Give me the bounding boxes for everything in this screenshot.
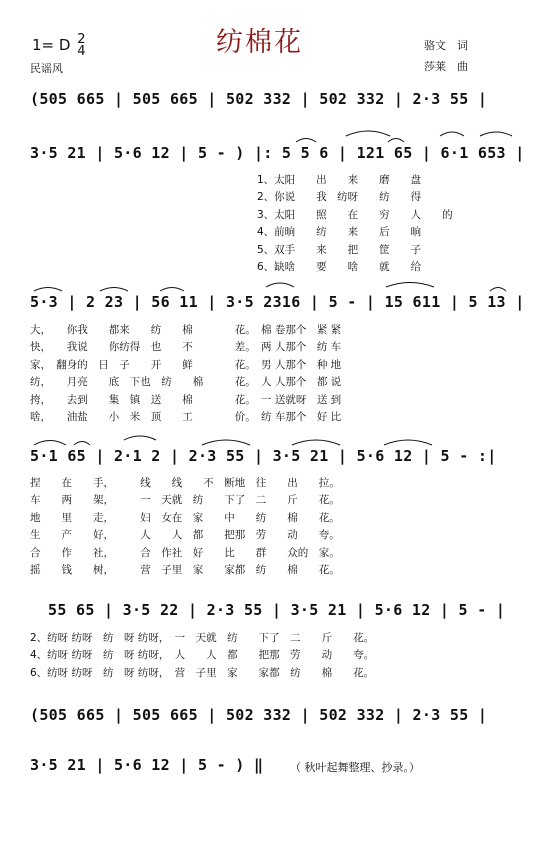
slur (34, 441, 66, 446)
song-title: 纺棉花 (216, 27, 303, 58)
slur (100, 288, 128, 292)
verse-line: 车 两 架， 一 天就 纺 下了 二 斤 花。 (30, 494, 340, 507)
score-row-5: 55 65 | 3·5 22 | 2·3 55 | 3·5 21 | 5·6 12 | 5 - | (48, 601, 506, 619)
verse-line: 6、纺呀 纺呀 纺 呀 纺呀， 营 子里 家 家都 纺 棉 花。 (30, 666, 375, 679)
lyricist-credit: 骆文 词 (424, 39, 468, 52)
verse-line: 啥， 油盐 小 米 顶 工 价。 纺 车那个 好 比 (30, 410, 342, 423)
score-row-1: (505 665 | 505 665 | 502 332 | 502 332 | 2·3 55 | (30, 90, 488, 108)
slur (160, 288, 184, 292)
slur (480, 132, 512, 136)
score-row-7: 3·5 21 | 5·6 12 | 5 - ) ‖ (30, 756, 264, 774)
slur (440, 132, 464, 136)
verse-line: 家， 翻身的 日 子 开 鲜 花。 男 人那个 种 地 (30, 358, 342, 371)
slur (388, 139, 404, 143)
slur (34, 288, 62, 292)
score-row-3: 5·3 | 2 23 | 56 11 | 3·5 2316 | 5 - | 15 611 | 5 13 | (30, 293, 525, 311)
slur (202, 440, 250, 445)
verse-line: 3、太阳 照 在 穷 人 的 (257, 208, 453, 221)
slur (384, 440, 432, 445)
transcriber-note: （ 秋叶起舞整理、抄录。） (290, 761, 420, 774)
verse-line: 纺， 月亮 底 下也 纺 棉 花。 人 人那个 都 说 (30, 376, 342, 389)
verse-line: 大， 你我 都来 纺 棉 花。 棉 卷那个 紧 紧 (30, 324, 342, 336)
slur (74, 442, 90, 446)
time-signature-bottom: 4 (77, 44, 86, 59)
score-row-4: 5·1 65 | 2·1 2 | 2·3 55 | 3·5 21 | 5·6 12 | 5 - :| (30, 447, 497, 465)
slur (490, 288, 506, 292)
key-label: 1= D (32, 36, 71, 54)
slur (266, 283, 294, 287)
verse-line: 捏 在 手， 线 线 不 断地 往 出 拉。 (30, 477, 340, 489)
verse-line: 地 里 走， 妇 女在 家 中 纺 棉 花。 (30, 511, 340, 524)
slur (346, 131, 390, 136)
verse-line: 快， 我说 你纺得 也 不 差。 两 人那个 纺 车 (30, 341, 342, 354)
verse-line: 2、纺呀 纺呀 纺 呀 纺呀， 一 天就 纺 下了 二 斤 花。 (30, 632, 375, 644)
verse-line: 4、纺呀 纺呀 纺 呀 纺呀， 人 人 都 把那 劳 动 夸。 (30, 649, 375, 662)
time-signature-top: 2 (77, 32, 86, 47)
verse-line: 1、太阳 出 来 磨 盘 (257, 174, 422, 186)
verse-line: 2、你说 我 纺呀 纺 得 (257, 191, 422, 204)
verse-line: 4、前晌 纺 来 后 晌 (257, 226, 422, 239)
composer-credit: 莎莱 曲 (424, 60, 468, 73)
score-row-2: 3·5 21 | 5·6 12 | 5 - ) |: 5 5 6 | 121 65 | 6·1 653 | (30, 144, 525, 162)
verse-line: 5、双手 来 把 筐 子 (257, 243, 422, 256)
slur (296, 139, 316, 143)
slur (292, 440, 340, 445)
slur (124, 436, 156, 440)
style-label: 民谣风 (30, 62, 63, 75)
verse-line: 挎， 去到 集 镇 送 棉 花。 一 送就呀 送 到 (30, 393, 342, 406)
score-row-6: (505 665 | 505 665 | 502 332 | 502 332 | 2·3 55 | (30, 706, 488, 724)
slur (386, 283, 434, 288)
verse-line: 合 作 社， 合 作社 好 比 群 众的 家。 (30, 546, 340, 559)
verse-line: 生 产 好， 人 人 都 把那 劳 动 夸。 (30, 529, 340, 542)
verse-line: 摇 钱 树， 营 子里 家 家都 纺 棉 花。 (30, 563, 340, 576)
verse-line: 6、缺啥 要 啥 就 给 (257, 260, 422, 273)
